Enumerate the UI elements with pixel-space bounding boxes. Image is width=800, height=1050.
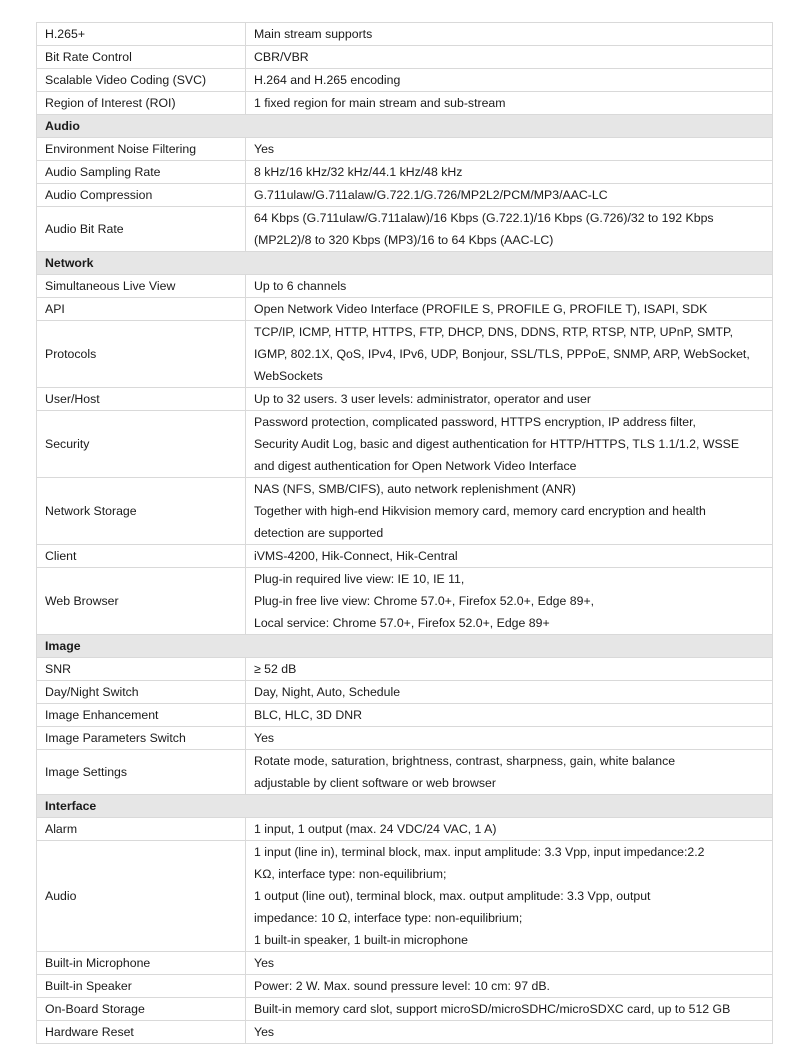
table-row [37, 545, 773, 568]
spec-value-line: Yes [254, 1025, 275, 1039]
table-row [37, 161, 773, 184]
spec-value [246, 545, 773, 568]
spec-value [246, 23, 773, 46]
spec-value-line: impedance: 10 Ω, interface type: non-equilibrium; [254, 911, 523, 925]
spec-label: Image Settings [37, 750, 246, 795]
table-row [37, 388, 773, 411]
spec-label: SNR [37, 658, 246, 681]
table-row [37, 298, 773, 321]
spec-value-line: 64 Kbps (G.711ulaw/G.711alaw)/16 Kbps (G.722.1)/16 Kbps (G.726)/32 to 192 Kbps [254, 211, 714, 225]
spec-value-line: iVMS-4200, Hik-Connect, Hik-Central [254, 549, 458, 563]
spec-value [246, 681, 773, 704]
spec-value-line: NAS (NFS, SMB/CIFS), auto network replenishment (ANR) [254, 482, 576, 496]
spec-value-line: (MP2L2)/8 to 320 Kbps (MP3)/16 to 64 Kbps (AAC-LC) [254, 233, 554, 247]
spec-value-line: Up to 6 channels [254, 279, 347, 293]
spec-label: Simultaneous Live View [37, 275, 246, 298]
spec-value-line: ≥ 52 dB [254, 662, 297, 676]
spec-label: API [37, 298, 246, 321]
spec-label: User/Host [37, 388, 246, 411]
spec-value-line: Plug-in required live view: IE 10, IE 11, [254, 572, 465, 586]
spec-label: Security [37, 411, 246, 478]
table-row [37, 92, 773, 115]
spec-value-line: Security Audit Log, basic and digest authentication for HTTP/HTTPS, TLS 1.1/1.2, WSSE [254, 437, 740, 451]
spec-label: On-Board Storage [37, 998, 246, 1021]
spec-label: Audio [37, 841, 246, 952]
spec-value [246, 658, 773, 681]
spec-value-line: Up to 32 users. 3 user levels: administrator, operator and user [254, 392, 591, 406]
spec-label: Network Storage [37, 478, 246, 545]
table-row [37, 975, 773, 998]
spec-value-line: Yes [254, 142, 275, 156]
spec-table-body [37, 23, 773, 1044]
table-row [37, 704, 773, 727]
spec-label: Client [37, 545, 246, 568]
spec-label: Built-in Microphone [37, 952, 246, 975]
spec-label: Built-in Speaker [37, 975, 246, 998]
spec-value [246, 998, 773, 1021]
table-row [37, 727, 773, 750]
spec-value-line: CBR/VBR [254, 50, 309, 64]
spec-label: Region of Interest (ROI) [37, 92, 246, 115]
spec-label: Alarm [37, 818, 246, 841]
spec-label: Audio Sampling Rate [37, 161, 246, 184]
spec-label: Hardware Reset [37, 1021, 246, 1044]
spec-value-line: and digest authentication for Open Network Video Interface [254, 459, 577, 473]
section-title: Network [37, 252, 773, 275]
spec-value [246, 161, 773, 184]
spec-label: Image Enhancement [37, 704, 246, 727]
spec-label: Protocols [37, 321, 246, 388]
spec-label: Audio Compression [37, 184, 246, 207]
section-header-row [37, 115, 773, 138]
spec-table [36, 22, 773, 1044]
section-title: Interface [37, 795, 773, 818]
spec-value-line: Local service: Chrome 57.0+, Firefox 52.0+, Edge 89+ [254, 616, 550, 630]
spec-value [246, 952, 773, 975]
table-row [37, 750, 773, 795]
spec-label: Image Parameters Switch [37, 727, 246, 750]
spec-label: Web Browser [37, 568, 246, 635]
spec-value [246, 568, 773, 635]
section-title: Audio [37, 115, 773, 138]
spec-value-line: 1 input (line in), terminal block, max. input amplitude: 3.3 Vpp, input impedance:2.2 [254, 845, 705, 859]
spec-value [246, 275, 773, 298]
spec-value-line: WebSockets [254, 369, 323, 383]
table-row [37, 568, 773, 635]
spec-value-line: IGMP, 802.1X, QoS, IPv4, IPv6, UDP, Bonjour, SSL/TLS, PPPoE, SNMP, ARP, WebSocket, [254, 347, 750, 361]
section-title: Image [37, 635, 773, 658]
spec-value-line: Yes [254, 731, 275, 745]
table-row [37, 46, 773, 69]
spec-value [246, 1021, 773, 1044]
spec-value-line: KΩ, interface type: non-equilibrium; [254, 867, 447, 881]
section-header-row [37, 635, 773, 658]
spec-value-line: Plug-in free live view: Chrome 57.0+, Firefox 52.0+, Edge 89+, [254, 594, 595, 608]
spec-value-line: detection are supported [254, 526, 384, 540]
spec-label: H.265+ [37, 23, 246, 46]
spec-value-line: 8 kHz/16 kHz/32 kHz/44.1 kHz/48 kHz [254, 165, 463, 179]
spec-value [246, 69, 773, 92]
spec-value [246, 184, 773, 207]
spec-value-line: Open Network Video Interface (PROFILE S, PROFILE G, PROFILE T), ISAPI, SDK [254, 302, 708, 316]
table-row [37, 681, 773, 704]
spec-value-line: G.711ulaw/G.711alaw/G.722.1/G.726/MP2L2/PCM/MP3/AAC-LC [254, 188, 608, 202]
spec-value [246, 818, 773, 841]
table-row [37, 841, 773, 952]
spec-value-line: Password protection, complicated password, HTTPS encryption, IP address filter, [254, 415, 696, 429]
spec-value-line: Built-in memory card slot, support microSD/microSDHC/microSDXC card, up to 512 GB [254, 1002, 731, 1016]
spec-label: Day/Night Switch [37, 681, 246, 704]
spec-value-line: BLC, HLC, 3D DNR [254, 708, 362, 722]
spec-value [246, 321, 773, 388]
spec-value-line: 1 fixed region for main stream and sub-stream [254, 96, 506, 110]
table-row [37, 138, 773, 161]
spec-value [246, 92, 773, 115]
spec-value-line: Main stream supports [254, 27, 373, 41]
table-row [37, 818, 773, 841]
table-row [37, 1021, 773, 1044]
spec-label: Environment Noise Filtering [37, 138, 246, 161]
spec-value-line: adjustable by client software or web browser [254, 776, 496, 790]
table-row [37, 69, 773, 92]
spec-value-line: Power: 2 W. Max. sound pressure level: 10 cm: 97 dB. [254, 979, 550, 993]
spec-value-line: 1 input, 1 output (max. 24 VDC/24 VAC, 1 A) [254, 822, 497, 836]
spec-value [246, 46, 773, 69]
spec-value [246, 478, 773, 545]
spec-sheet [36, 22, 764, 1044]
spec-label: Bit Rate Control [37, 46, 246, 69]
spec-value-line: Day, Night, Auto, Schedule [254, 685, 401, 699]
table-row [37, 321, 773, 388]
table-row [37, 207, 773, 252]
table-row [37, 998, 773, 1021]
spec-label: Scalable Video Coding (SVC) [37, 69, 246, 92]
spec-value-line: Yes [254, 956, 275, 970]
spec-value-line: Together with high-end Hikvision memory card, memory card encryption and health [254, 504, 706, 518]
spec-value-line: TCP/IP, ICMP, HTTP, HTTPS, FTP, DHCP, DNS, DDNS, RTP, RTSP, NTP, UPnP, SMTP, [254, 325, 734, 339]
spec-value [246, 750, 773, 795]
spec-value [246, 411, 773, 478]
spec-value [246, 975, 773, 998]
spec-value [246, 138, 773, 161]
table-row [37, 184, 773, 207]
spec-value-line: 1 built-in speaker, 1 built-in microphone [254, 933, 468, 947]
spec-value [246, 841, 773, 952]
spec-value [246, 704, 773, 727]
spec-label: Audio Bit Rate [37, 207, 246, 252]
table-row [37, 23, 773, 46]
table-row [37, 952, 773, 975]
spec-value [246, 388, 773, 411]
table-row [37, 658, 773, 681]
spec-value [246, 727, 773, 750]
table-row [37, 275, 773, 298]
table-row [37, 478, 773, 545]
table-row [37, 411, 773, 478]
section-header-row [37, 252, 773, 275]
spec-value-line: 1 output (line out), terminal block, max. output amplitude: 3.3 Vpp, output [254, 889, 651, 903]
spec-value-line: H.264 and H.265 encoding [254, 73, 401, 87]
spec-value [246, 207, 773, 252]
spec-value [246, 298, 773, 321]
section-header-row [37, 795, 773, 818]
spec-value-line: Rotate mode, saturation, brightness, contrast, sharpness, gain, white balance [254, 754, 676, 768]
